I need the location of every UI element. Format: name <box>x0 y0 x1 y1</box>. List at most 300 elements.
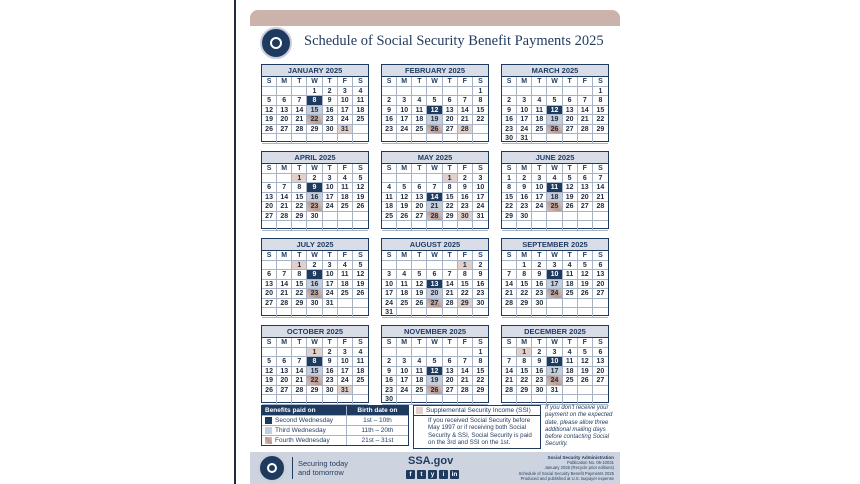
legend-row-label: Fourth Wednesday <box>275 437 330 444</box>
day-cell: 27 <box>578 202 593 212</box>
day-cell: 3 <box>532 174 547 184</box>
empty-day-cell <box>353 221 368 231</box>
day-grid <box>382 77 488 144</box>
empty-day-cell <box>353 386 368 396</box>
month-name: MARCH 2025 <box>502 65 608 77</box>
day-cell: 23 <box>323 376 338 386</box>
day-cell: 8 <box>307 357 322 367</box>
legend-header-row <box>262 406 408 416</box>
day-cell: 12 <box>262 106 277 116</box>
ssi-swatch-icon <box>416 407 423 414</box>
day-cell: 23 <box>517 202 532 212</box>
empty-day-cell <box>427 174 442 184</box>
day-cell: 29 <box>458 299 473 309</box>
day-cell: 25 <box>532 125 547 135</box>
month-calendar <box>261 238 369 316</box>
day-grid <box>382 338 488 405</box>
day-cell: 5 <box>412 270 427 280</box>
ssa-seal-icon <box>260 27 292 59</box>
day-cell: 18 <box>397 289 412 299</box>
weekday-header: M <box>517 164 532 174</box>
day-cell: 18 <box>532 115 547 125</box>
calendar-grid <box>261 64 609 403</box>
day-cell: 27 <box>427 299 442 309</box>
day-cell: 27 <box>593 376 608 386</box>
empty-day-cell <box>277 87 292 97</box>
day-cell: 4 <box>547 174 562 184</box>
day-cell: 27 <box>262 212 277 222</box>
day-cell: 21 <box>443 289 458 299</box>
month-calendar <box>501 64 609 142</box>
empty-day-cell <box>517 87 532 97</box>
empty-day-cell <box>353 134 368 144</box>
day-cell: 14 <box>578 106 593 116</box>
day-cell: 16 <box>323 367 338 377</box>
empty-day-cell <box>412 348 427 358</box>
day-cell: 7 <box>277 183 292 193</box>
weekday-header: T <box>443 77 458 87</box>
empty-day-cell <box>277 174 292 184</box>
weekday-header: F <box>578 77 593 87</box>
day-cell: 13 <box>412 193 427 203</box>
weekday-header: M <box>277 251 292 261</box>
day-cell: 21 <box>458 376 473 386</box>
empty-day-cell <box>382 261 397 271</box>
day-cell: 10 <box>532 183 547 193</box>
day-cell: 4 <box>563 261 578 271</box>
empty-day-cell <box>412 221 427 231</box>
day-cell: 26 <box>563 202 578 212</box>
day-cell: 17 <box>397 376 412 386</box>
weekday-header: S <box>473 77 488 87</box>
empty-day-cell <box>502 308 517 318</box>
empty-day-cell <box>578 386 593 396</box>
day-cell: 15 <box>517 280 532 290</box>
weekday-header: T <box>563 251 578 261</box>
day-cell: 31 <box>473 212 488 222</box>
day-cell: 30 <box>517 212 532 222</box>
day-cell: 25 <box>412 125 427 135</box>
day-cell: 22 <box>502 202 517 212</box>
day-cell: 12 <box>427 367 442 377</box>
day-cell: 29 <box>473 386 488 396</box>
day-cell: 19 <box>427 115 442 125</box>
weekday-header: S <box>382 164 397 174</box>
empty-day-cell <box>458 348 473 358</box>
day-cell: 4 <box>532 96 547 106</box>
empty-day-cell <box>563 299 578 309</box>
day-cell: 5 <box>353 261 368 271</box>
day-cell: 19 <box>412 289 427 299</box>
day-cell: 21 <box>292 376 307 386</box>
day-cell: 20 <box>277 376 292 386</box>
day-cell: 8 <box>458 270 473 280</box>
empty-day-cell <box>397 261 412 271</box>
day-cell: 11 <box>338 270 353 280</box>
weekday-header: W <box>307 164 322 174</box>
day-cell: 9 <box>473 270 488 280</box>
day-cell: 16 <box>502 115 517 125</box>
day-cell: 29 <box>292 212 307 222</box>
day-cell: 1 <box>307 87 322 97</box>
day-cell: 11 <box>412 106 427 116</box>
day-cell: 13 <box>578 183 593 193</box>
day-cell: 21 <box>292 115 307 125</box>
empty-day-cell <box>353 308 368 318</box>
day-cell: 23 <box>382 386 397 396</box>
weekday-header: F <box>338 338 353 348</box>
day-cell: 16 <box>532 280 547 290</box>
weekday-header: T <box>323 338 338 348</box>
day-cell: 8 <box>292 183 307 193</box>
empty-day-cell <box>397 134 412 144</box>
weekday-header: M <box>277 338 292 348</box>
day-cell: 23 <box>532 376 547 386</box>
weekday-header: S <box>502 164 517 174</box>
month-calendar <box>501 325 609 403</box>
day-cell: 1 <box>517 348 532 358</box>
day-cell: 9 <box>458 183 473 193</box>
empty-day-cell <box>262 134 277 144</box>
day-cell: 25 <box>353 115 368 125</box>
day-cell: 26 <box>427 125 442 135</box>
day-cell: 6 <box>593 348 608 358</box>
day-cell: 6 <box>593 261 608 271</box>
day-cell: 6 <box>563 96 578 106</box>
day-cell: 1 <box>473 87 488 97</box>
day-cell: 21 <box>277 289 292 299</box>
empty-day-cell <box>307 308 322 318</box>
month-name: FEBRUARY 2025 <box>382 65 488 77</box>
month-calendar <box>501 238 609 316</box>
empty-day-cell <box>547 212 562 222</box>
weekday-header: F <box>458 164 473 174</box>
day-cell: 3 <box>397 96 412 106</box>
empty-day-cell <box>382 221 397 231</box>
weekday-header: F <box>338 164 353 174</box>
day-cell: 9 <box>382 367 397 377</box>
day-cell: 21 <box>427 202 442 212</box>
day-cell: 11 <box>563 357 578 367</box>
month-name: OCTOBER 2025 <box>262 326 368 338</box>
day-cell: 28 <box>443 299 458 309</box>
facebook-icon[interactable]: f <box>406 470 415 479</box>
ssa-footer-seal-icon <box>258 454 286 482</box>
empty-day-cell <box>277 308 292 318</box>
day-cell: 11 <box>412 367 427 377</box>
day-cell: 18 <box>547 193 562 203</box>
day-cell: 15 <box>517 367 532 377</box>
day-cell: 24 <box>473 202 488 212</box>
day-cell: 6 <box>427 270 442 280</box>
day-cell: 7 <box>277 270 292 280</box>
day-cell: 25 <box>412 386 427 396</box>
day-grid <box>502 338 608 405</box>
day-cell: 5 <box>547 96 562 106</box>
day-cell: 13 <box>262 193 277 203</box>
day-cell: 30 <box>323 386 338 396</box>
day-cell: 13 <box>443 367 458 377</box>
weekday-header: M <box>397 338 412 348</box>
empty-day-cell <box>427 134 442 144</box>
mailing-note: If you don't receive your payment on the expected date, please allow three additional mailing days before contacting Social Security. <box>545 405 613 448</box>
month-calendar <box>261 151 369 229</box>
day-cell: 21 <box>593 193 608 203</box>
empty-day-cell <box>262 87 277 97</box>
day-cell: 26 <box>547 125 562 135</box>
day-cell: 20 <box>443 376 458 386</box>
day-cell: 12 <box>397 193 412 203</box>
day-cell: 17 <box>338 367 353 377</box>
day-cell: 31 <box>547 386 562 396</box>
day-cell: 13 <box>593 357 608 367</box>
day-cell: 15 <box>307 367 322 377</box>
day-cell: 31 <box>338 386 353 396</box>
day-cell: 30 <box>458 212 473 222</box>
pub-date: January 2025 (Recycle prior editions) <box>544 465 614 471</box>
day-cell: 7 <box>458 96 473 106</box>
empty-day-cell <box>517 308 532 318</box>
day-cell: 15 <box>443 193 458 203</box>
day-cell: 28 <box>502 299 517 309</box>
day-cell: 20 <box>277 115 292 125</box>
empty-day-cell <box>292 308 307 318</box>
weekday-header: W <box>427 338 442 348</box>
day-grid <box>262 251 368 318</box>
empty-day-cell <box>262 221 277 231</box>
day-cell: 22 <box>593 115 608 125</box>
youtube-icon[interactable]: y <box>428 470 437 479</box>
day-cell: 7 <box>292 357 307 367</box>
empty-day-cell <box>443 308 458 318</box>
day-cell: 2 <box>532 348 547 358</box>
legend-row-label: Third Wednesday <box>275 427 326 434</box>
month-name: APRIL 2025 <box>262 152 368 164</box>
weekday-header: S <box>262 77 277 87</box>
day-cell: 8 <box>443 183 458 193</box>
weekday-header: M <box>277 164 292 174</box>
day-cell: 20 <box>412 202 427 212</box>
empty-day-cell <box>382 87 397 97</box>
empty-day-cell <box>353 212 368 222</box>
empty-day-cell <box>458 221 473 231</box>
social-icons <box>406 470 461 479</box>
day-cell: 12 <box>427 106 442 116</box>
day-cell: 26 <box>412 299 427 309</box>
empty-day-cell <box>323 212 338 222</box>
weekday-header: T <box>292 251 307 261</box>
day-cell: 28 <box>578 125 593 135</box>
weekday-header: T <box>443 164 458 174</box>
day-cell: 19 <box>578 280 593 290</box>
month-calendar <box>381 325 489 403</box>
day-cell: 24 <box>382 299 397 309</box>
cross-swatch-icon <box>265 437 272 444</box>
empty-day-cell <box>338 395 353 405</box>
day-cell: 28 <box>502 386 517 396</box>
pub-org: Social Security Administration <box>547 455 614 460</box>
day-cell: 1 <box>473 348 488 358</box>
empty-day-cell <box>353 395 368 405</box>
day-cell: 5 <box>397 183 412 193</box>
empty-day-cell <box>502 87 517 97</box>
weekday-header: T <box>532 164 547 174</box>
day-cell: 20 <box>578 193 593 203</box>
day-cell: 21 <box>502 289 517 299</box>
empty-day-cell <box>473 395 488 405</box>
tagline-line1: Securing today <box>298 459 349 468</box>
day-cell: 11 <box>338 183 353 193</box>
empty-day-cell <box>427 308 442 318</box>
day-cell: 24 <box>532 202 547 212</box>
empty-day-cell <box>578 134 593 144</box>
weekday-header: M <box>277 77 292 87</box>
empty-day-cell <box>458 87 473 97</box>
day-cell: 6 <box>578 174 593 184</box>
empty-day-cell <box>307 134 322 144</box>
day-cell: 10 <box>547 357 562 367</box>
weekday-header: M <box>517 77 532 87</box>
day-cell: 17 <box>517 115 532 125</box>
day-cell: 17 <box>473 193 488 203</box>
day-cell: 10 <box>338 357 353 367</box>
empty-day-cell <box>292 87 307 97</box>
empty-day-cell <box>397 221 412 231</box>
day-cell: 16 <box>382 376 397 386</box>
day-cell: 3 <box>547 261 562 271</box>
day-cell: 21 <box>578 115 593 125</box>
day-cell: 26 <box>397 212 412 222</box>
day-cell: 22 <box>473 376 488 386</box>
empty-day-cell <box>532 221 547 231</box>
day-cell: 6 <box>277 357 292 367</box>
day-cell: 25 <box>338 289 353 299</box>
day-cell: 18 <box>563 280 578 290</box>
day-cell: 22 <box>292 289 307 299</box>
empty-day-cell <box>458 308 473 318</box>
empty-day-cell <box>382 134 397 144</box>
day-cell: 3 <box>397 357 412 367</box>
month-name: JANUARY 2025 <box>262 65 368 77</box>
empty-day-cell <box>593 134 608 144</box>
day-cell: 2 <box>517 174 532 184</box>
empty-day-cell <box>353 299 368 309</box>
weekday-header: S <box>382 251 397 261</box>
day-cell: 4 <box>397 270 412 280</box>
pub-note: Produced and published at U.S. taxpayer expense <box>520 475 614 481</box>
day-cell: 5 <box>578 348 593 358</box>
day-cell: 1 <box>458 261 473 271</box>
empty-day-cell <box>458 134 473 144</box>
pub-title: Schedule of Social Security Benefit Payments 2025 <box>518 470 614 476</box>
day-cell: 11 <box>532 106 547 116</box>
day-cell: 8 <box>307 96 322 106</box>
day-cell: 20 <box>593 367 608 377</box>
footer <box>250 452 620 484</box>
empty-day-cell <box>473 125 488 135</box>
twitter-icon[interactable]: t <box>417 470 426 479</box>
day-cell: 24 <box>547 376 562 386</box>
day-cell: 6 <box>443 357 458 367</box>
weekday-header: S <box>382 77 397 87</box>
day-cell: 20 <box>262 202 277 212</box>
weekday-header: T <box>563 164 578 174</box>
empty-day-cell <box>397 348 412 358</box>
instagram-icon[interactable]: i <box>439 470 448 479</box>
legend-col1-header: Benefits paid on <box>262 406 347 415</box>
weekday-header: M <box>517 251 532 261</box>
day-cell: 20 <box>443 115 458 125</box>
weekday-header: T <box>292 164 307 174</box>
navy-swatch-icon <box>265 417 272 424</box>
weekday-header: S <box>593 77 608 87</box>
day-cell: 3 <box>382 270 397 280</box>
day-cell: 18 <box>382 202 397 212</box>
day-cell: 28 <box>458 125 473 135</box>
day-cell: 30 <box>532 386 547 396</box>
day-cell: 2 <box>473 261 488 271</box>
day-cell: 12 <box>578 357 593 367</box>
empty-day-cell <box>473 134 488 144</box>
day-cell: 25 <box>563 289 578 299</box>
day-cell: 2 <box>532 261 547 271</box>
day-cell: 8 <box>292 270 307 280</box>
weekday-header: S <box>593 251 608 261</box>
weekday-header: M <box>397 251 412 261</box>
day-cell: 24 <box>397 386 412 396</box>
weekday-header: M <box>517 338 532 348</box>
empty-day-cell <box>547 221 562 231</box>
day-cell: 4 <box>338 261 353 271</box>
day-cell: 20 <box>563 115 578 125</box>
day-cell: 30 <box>502 134 517 144</box>
empty-day-cell <box>473 308 488 318</box>
day-cell: 10 <box>338 96 353 106</box>
day-cell: 1 <box>292 174 307 184</box>
weekday-header: S <box>353 251 368 261</box>
linkedin-icon[interactable]: in <box>451 471 458 478</box>
day-cell: 28 <box>427 212 442 222</box>
day-grid <box>382 251 488 318</box>
day-cell: 18 <box>412 115 427 125</box>
day-cell: 6 <box>412 183 427 193</box>
footer-divider <box>292 457 293 479</box>
day-cell: 3 <box>338 87 353 97</box>
month-calendar <box>381 64 489 142</box>
empty-day-cell <box>502 348 517 358</box>
ssi-key <box>413 405 541 416</box>
day-cell: 9 <box>517 183 532 193</box>
empty-day-cell <box>323 134 338 144</box>
day-cell: 12 <box>547 106 562 116</box>
empty-day-cell <box>443 87 458 97</box>
empty-day-cell <box>412 87 427 97</box>
weekday-header: S <box>473 338 488 348</box>
empty-day-cell <box>292 395 307 405</box>
day-cell: 1 <box>502 174 517 184</box>
empty-day-cell <box>277 348 292 358</box>
ssa-gov-link[interactable]: SSA.gov <box>408 455 454 467</box>
day-cell: 23 <box>307 289 322 299</box>
empty-day-cell <box>338 299 353 309</box>
day-cell: 12 <box>412 280 427 290</box>
document-header <box>260 27 620 59</box>
empty-day-cell <box>262 174 277 184</box>
day-cell: 15 <box>593 106 608 116</box>
legend-row-range: 11th – 20th <box>361 427 394 434</box>
empty-day-cell <box>502 221 517 231</box>
day-cell: 13 <box>277 106 292 116</box>
